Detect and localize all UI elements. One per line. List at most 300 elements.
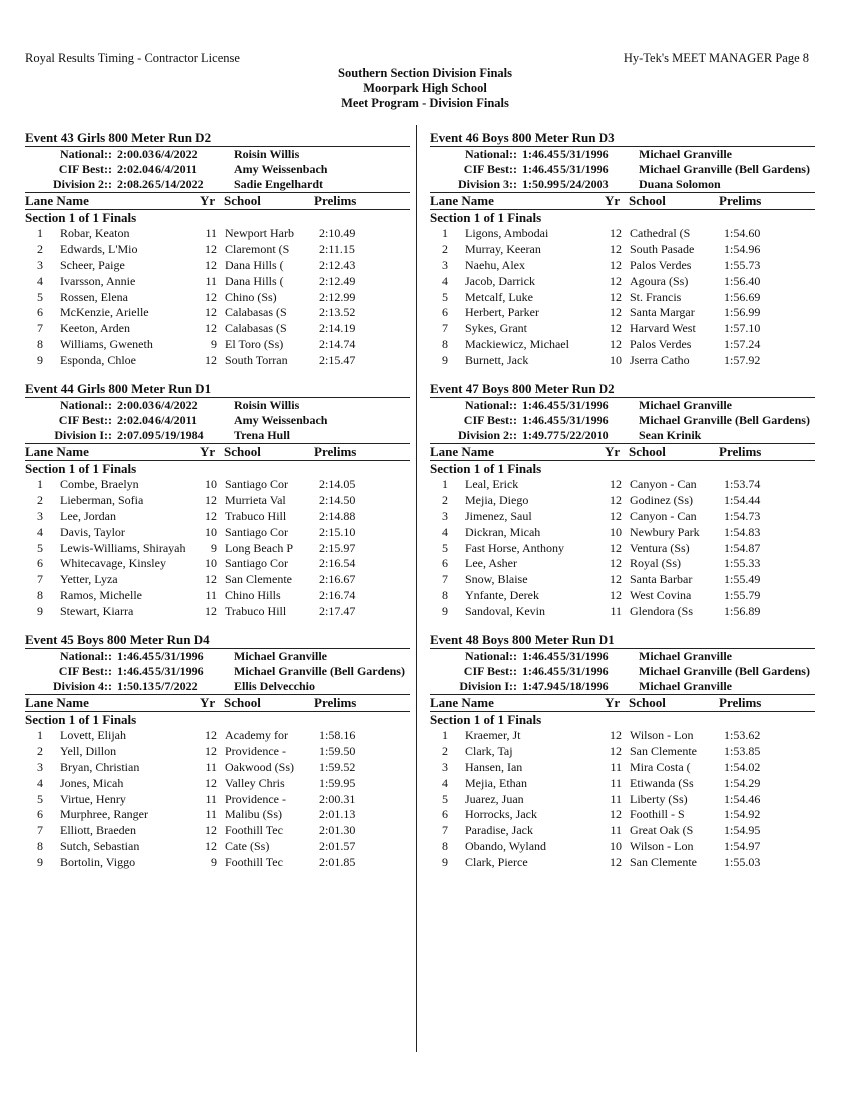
entry-row [25, 855, 410, 871]
header-prelims: Prelims [314, 193, 357, 208]
entry-prelims-time: 2:15.10 [319, 524, 356, 539]
entry-year: 12 [610, 492, 622, 507]
entry-year: 12 [205, 305, 217, 320]
record-date: 5/31/1996 [155, 664, 204, 678]
entry-prelims-time: 2:14.19 [319, 321, 356, 336]
record-holder: Michael Granville [639, 147, 732, 161]
entry-lane: 1 [442, 226, 448, 240]
entry-row [25, 839, 410, 855]
records-box [430, 397, 815, 444]
entry-row [430, 604, 815, 620]
entry-athlete-name: Yetter, Lyza [60, 572, 118, 587]
event-block [25, 381, 410, 626]
entry-athlete-name: Kraemer, Jt [465, 728, 521, 742]
record-label: Division 2:: [52, 177, 112, 191]
entry-lane: 3 [442, 508, 448, 523]
entry-school: Great Oak (S [630, 823, 694, 838]
entry-school: Chino Hills [225, 588, 281, 603]
record-date: 6/4/2011 [155, 162, 198, 176]
record-row [25, 679, 410, 694]
record-date: 5/31/1996 [560, 649, 609, 663]
entry-lane: 3 [37, 257, 43, 272]
header-school: School [224, 695, 261, 710]
entry-prelims-time: 1:55.03 [724, 855, 761, 870]
entry-prelims-time: 1:55.49 [724, 572, 761, 587]
record-date: 6/4/2022 [155, 398, 198, 412]
entry-prelims-time: 2:16.67 [319, 572, 356, 587]
entry-year: 10 [205, 477, 217, 491]
record-label: National:: [465, 649, 517, 663]
entry-prelims-time: 2:14.05 [319, 477, 356, 491]
entry-row [25, 525, 410, 541]
entry-lane: 9 [37, 353, 43, 368]
header-prelims: Prelims [719, 695, 762, 710]
entry-row [430, 572, 815, 588]
entry-athlete-name: Bryan, Christian [60, 759, 140, 774]
column-header-row [25, 695, 410, 712]
right-column [430, 130, 815, 883]
entry-row [430, 493, 815, 509]
entry-school: Academy for [225, 728, 288, 742]
entry-lane: 2 [37, 241, 43, 256]
entry-school: Trabuco Hill [225, 508, 287, 523]
entry-prelims-time: 1:54.97 [724, 839, 761, 854]
column-header-row [25, 193, 410, 210]
entry-athlete-name: Yell, Dillon [60, 743, 117, 758]
record-date: 5/31/1996 [560, 162, 609, 176]
entry-lane: 8 [37, 337, 43, 352]
entry-lane: 5 [37, 791, 43, 806]
record-row [430, 413, 815, 428]
entry-school: Liberty (Ss) [630, 791, 688, 806]
entry-year: 12 [205, 289, 217, 304]
entry-athlete-name: Lewis-Williams, Shirayah [60, 540, 186, 555]
record-holder: Roisin Willis [234, 398, 300, 412]
entry-school: Calabasas (S [225, 305, 287, 320]
entry-prelims-time: 1:59.95 [319, 775, 356, 790]
header-yr: Yr [200, 444, 216, 459]
entries-list [25, 728, 410, 871]
entry-lane: 7 [37, 321, 43, 336]
entry-year: 11 [205, 807, 217, 822]
section-label: Section 1 of 1 Finals [25, 712, 137, 727]
entry-athlete-name: Lovett, Elijah [60, 728, 126, 742]
record-date: 5/31/1996 [155, 649, 204, 663]
entry-prelims-time: 1:54.73 [724, 508, 761, 523]
entry-prelims-time: 2:01.13 [319, 807, 356, 822]
entry-prelims-time: 2:12.43 [319, 257, 356, 272]
entry-row [25, 807, 410, 823]
header-page-info: Hy-Tek's MEET MANAGER Page 8 [623, 51, 809, 65]
entry-school: Foothill Tec [225, 823, 283, 838]
record-time: 2:02.04 [117, 162, 154, 176]
entry-athlete-name: Ramos, Michelle [60, 588, 142, 603]
entry-athlete-name: Murray, Keeran [465, 241, 541, 256]
entry-year: 11 [610, 604, 622, 619]
left-column [25, 130, 410, 883]
entry-year: 12 [610, 273, 622, 288]
entry-lane: 1 [37, 477, 43, 491]
entry-row [25, 290, 410, 306]
entry-prelims-time: 1:54.60 [724, 226, 761, 240]
entry-prelims-time: 1:57.10 [724, 321, 761, 336]
entry-year: 12 [610, 226, 622, 240]
entry-year: 12 [205, 728, 217, 742]
header-school: School [224, 193, 261, 208]
entry-lane: 5 [442, 791, 448, 806]
record-label: CIF Best:: [58, 413, 112, 427]
record-holder: Michael Granville (Bell Gardens) [639, 162, 810, 176]
entry-row [430, 274, 815, 290]
event-title: Event 47 Boys 800 Meter Run D2 [430, 381, 615, 396]
entry-prelims-time: 2:15.97 [319, 540, 356, 555]
entry-year: 12 [610, 588, 622, 603]
entry-school: Foothill Tec [225, 855, 283, 870]
entry-year: 12 [610, 477, 622, 491]
entry-lane: 2 [37, 743, 43, 758]
section-label: Section 1 of 1 Finals [430, 210, 542, 225]
entry-prelims-time: 1:59.52 [319, 759, 356, 774]
entry-lane: 3 [442, 257, 448, 272]
event-title: Event 43 Girls 800 Meter Run D2 [25, 130, 212, 145]
header-prelims: Prelims [719, 193, 762, 208]
entry-row [25, 258, 410, 274]
entry-prelims-time: 1:56.40 [724, 273, 761, 288]
entry-athlete-name: Burnett, Jack [465, 353, 529, 368]
entry-row [25, 760, 410, 776]
entry-lane: 1 [442, 477, 448, 491]
entry-school: Foothill - S [630, 807, 685, 822]
entry-prelims-time: 1:56.69 [724, 289, 761, 304]
entry-school: San Clemente [630, 743, 697, 758]
entry-row [25, 493, 410, 509]
entry-athlete-name: Murphree, Ranger [60, 807, 148, 822]
entry-school: Santiago Cor [225, 524, 288, 539]
entry-school: Canyon - Can [630, 508, 697, 523]
record-holder: Trena Hull [234, 428, 290, 442]
entry-year: 9 [211, 855, 217, 870]
record-label: National:: [60, 649, 112, 663]
entry-school: Jserra Catho [630, 353, 690, 368]
entry-year: 11 [205, 226, 217, 240]
entry-row [25, 226, 410, 242]
entry-prelims-time: 1:54.96 [724, 241, 761, 256]
entry-athlete-name: Virtue, Henry [60, 791, 126, 806]
entry-year: 12 [610, 305, 622, 320]
entry-prelims-time: 1:56.89 [724, 604, 761, 619]
entries-list [25, 226, 410, 369]
entry-year: 12 [205, 775, 217, 790]
entry-school: Agoura (Ss) [630, 273, 689, 288]
record-row [25, 177, 410, 192]
entry-year: 12 [205, 743, 217, 758]
record-label: National:: [60, 398, 112, 412]
entry-school: Oakwood (Ss) [225, 759, 294, 774]
entry-row [430, 839, 815, 855]
header-yr: Yr [605, 193, 621, 208]
event-title: Event 46 Boys 800 Meter Run D3 [430, 130, 615, 145]
entry-prelims-time: 2:17.47 [319, 604, 356, 619]
entry-athlete-name: Lieberman, Sofia [60, 492, 144, 507]
column-divider [416, 125, 417, 1052]
entry-athlete-name: Fast Horse, Anthony [465, 540, 564, 555]
record-time: 1:50.13 [117, 679, 154, 693]
record-holder: Amy Weissenbach [234, 162, 328, 176]
entry-year: 12 [610, 807, 622, 822]
record-label: CIF Best:: [463, 162, 517, 176]
record-date: 5/24/2003 [560, 177, 609, 191]
record-row [25, 413, 410, 428]
record-row [25, 147, 410, 162]
header-yr: Yr [605, 444, 621, 459]
entry-row [25, 509, 410, 525]
record-row [25, 649, 410, 664]
entry-athlete-name: Edwards, L'Mio [60, 241, 138, 256]
entry-lane: 3 [37, 508, 43, 523]
entry-prelims-time: 1:54.92 [724, 807, 761, 822]
entry-school: Long Beach P [225, 540, 293, 555]
entry-athlete-name: Jacob, Darrick [465, 273, 535, 288]
meet-title-line: Moorpark High School [363, 81, 487, 95]
entry-prelims-time: 2:14.50 [319, 492, 356, 507]
entry-lane: 1 [442, 728, 448, 742]
entry-athlete-name: Jones, Micah [60, 775, 124, 790]
entry-school: Harvard West [630, 321, 696, 336]
record-time: 1:46.45 [522, 649, 559, 663]
entry-lane: 8 [442, 337, 448, 352]
entry-school: Wilson - Lon [630, 728, 694, 742]
entry-school: Dana Hills ( [225, 257, 284, 272]
entry-school: Santa Barbar [630, 572, 693, 587]
entry-school: Calabasas (S [225, 321, 287, 336]
entry-athlete-name: Clark, Taj [465, 743, 513, 758]
header-license: Royal Results Timing - Contractor License [25, 51, 240, 65]
entry-row [430, 258, 815, 274]
entry-year: 9 [211, 540, 217, 555]
record-holder: Ellis Delvecchio [234, 679, 315, 693]
event-block [430, 381, 815, 626]
entry-year: 12 [610, 289, 622, 304]
entry-prelims-time: 1:53.85 [724, 743, 761, 758]
record-date: 5/19/1984 [155, 428, 204, 442]
entry-prelims-time: 2:12.99 [319, 289, 356, 304]
entry-athlete-name: Hansen, Ian [465, 759, 523, 774]
entry-lane: 4 [442, 273, 448, 288]
section-label: Section 1 of 1 Finals [25, 210, 137, 225]
entry-school: Chino (Ss) [225, 289, 277, 304]
entry-year: 12 [205, 604, 217, 619]
record-row [430, 679, 815, 694]
entry-year: 12 [610, 572, 622, 587]
record-date: 5/14/2022 [155, 177, 204, 191]
entry-prelims-time: 1:55.79 [724, 588, 761, 603]
entry-athlete-name: Elliott, Braeden [60, 823, 136, 838]
entry-prelims-time: 2:12.49 [319, 273, 356, 288]
header-lane-name: Lane Name [430, 695, 494, 710]
column-header-row [430, 444, 815, 461]
record-label: CIF Best:: [463, 413, 517, 427]
entry-lane: 8 [37, 588, 43, 603]
entry-row [430, 744, 815, 760]
entry-year: 12 [205, 257, 217, 272]
entry-lane: 9 [442, 604, 448, 619]
entry-year: 12 [205, 241, 217, 256]
header-yr: Yr [200, 193, 216, 208]
entry-row [25, 353, 410, 369]
entry-school: San Clemente [225, 572, 292, 587]
entry-row [25, 305, 410, 321]
entry-school: Palos Verdes [630, 257, 692, 272]
entry-prelims-time: 2:01.85 [319, 855, 356, 870]
entry-athlete-name: Dickran, Micah [465, 524, 541, 539]
entry-lane: 7 [442, 572, 448, 587]
entry-athlete-name: Bortolin, Viggo [60, 855, 136, 870]
entry-year: 11 [610, 823, 622, 838]
entry-lane: 1 [37, 728, 43, 742]
entry-year: 12 [610, 337, 622, 352]
record-date: 6/4/2022 [155, 147, 198, 161]
entry-athlete-name: Stewart, Kiarra [60, 604, 134, 619]
record-row [430, 398, 815, 413]
entry-lane: 5 [442, 289, 448, 304]
entries-list [430, 477, 815, 620]
entry-prelims-time: 1:54.44 [724, 492, 761, 507]
entry-row [430, 337, 815, 353]
entry-school: Valley Chris [225, 775, 285, 790]
record-date: 5/18/1996 [560, 679, 609, 693]
event-block [25, 130, 410, 375]
entry-year: 10 [610, 524, 622, 539]
entry-prelims-time: 2:00.31 [319, 791, 356, 806]
entry-school: Santiago Cor [225, 477, 288, 491]
record-label: CIF Best:: [58, 664, 112, 678]
entry-lane: 6 [37, 807, 43, 822]
entry-prelims-time: 1:57.92 [724, 353, 761, 368]
entry-lane: 7 [442, 823, 448, 838]
entry-row [430, 226, 815, 242]
record-label: National:: [465, 147, 517, 161]
entry-athlete-name: Paradise, Jack [465, 823, 533, 838]
records-box [25, 648, 410, 695]
entry-lane: 8 [442, 588, 448, 603]
entry-school: Glendora (Ss [630, 604, 693, 619]
record-holder: Michael Granville [639, 398, 732, 412]
record-row [25, 162, 410, 177]
record-label: CIF Best:: [463, 664, 517, 678]
record-holder: Michael Granville [234, 649, 327, 663]
record-label: Division 2:: [457, 428, 517, 442]
record-time: 1:47.94 [522, 679, 559, 693]
entry-prelims-time: 2:15.47 [319, 353, 356, 368]
record-date: 5/31/1996 [560, 398, 609, 412]
entry-year: 12 [610, 241, 622, 256]
record-time: 2:00.03 [117, 398, 154, 412]
section-label: Section 1 of 1 Finals [430, 712, 542, 727]
entry-row [430, 728, 815, 744]
entry-prelims-time: 1:56.99 [724, 305, 761, 320]
entry-school: Royal (Ss) [630, 556, 681, 571]
entry-athlete-name: Keeton, Arden [60, 321, 130, 336]
entry-lane: 6 [37, 556, 43, 571]
entry-prelims-time: 1:54.83 [724, 524, 761, 539]
meet-title-line: Southern Section Division Finals [338, 66, 512, 80]
entry-year: 11 [205, 791, 217, 806]
entry-school: West Covina [630, 588, 692, 603]
entry-row [430, 760, 815, 776]
entry-prelims-time: 2:14.88 [319, 508, 356, 523]
record-time: 1:50.99 [522, 177, 559, 191]
entry-year: 12 [610, 508, 622, 523]
entry-school: Malibu (Ss) [225, 807, 282, 822]
record-time: 1:46.45 [117, 664, 154, 678]
entry-row [430, 556, 815, 572]
entry-athlete-name: Ligons, Ambodai [465, 226, 549, 240]
entry-row [25, 776, 410, 792]
entry-row [25, 572, 410, 588]
entry-year: 12 [610, 743, 622, 758]
entry-row [25, 744, 410, 760]
entry-lane: 5 [37, 289, 43, 304]
entry-school: Santa Margar [630, 305, 695, 320]
entry-row [430, 807, 815, 823]
header-school: School [224, 444, 261, 459]
entry-athlete-name: Williams, Gweneth [60, 337, 153, 352]
column-header-row [430, 193, 815, 210]
records-box [430, 648, 815, 695]
header-yr: Yr [605, 695, 621, 710]
entry-row [430, 792, 815, 808]
entry-year: 10 [205, 524, 217, 539]
entry-prelims-time: 2:14.74 [319, 337, 356, 352]
entry-school: Dana Hills ( [225, 273, 284, 288]
entry-lane: 4 [37, 775, 43, 790]
entry-year: 11 [205, 588, 217, 603]
entry-year: 11 [610, 791, 622, 806]
records-box [430, 146, 815, 193]
entry-prelims-time: 2:11.15 [319, 241, 355, 256]
record-date: 5/22/2010 [560, 428, 609, 442]
entry-lane: 3 [37, 759, 43, 774]
entry-lane: 4 [37, 273, 43, 288]
record-time: 1:46.45 [522, 162, 559, 176]
entry-athlete-name: Jimenez, Saul [465, 508, 532, 523]
event-title: Event 48 Boys 800 Meter Run D1 [430, 632, 615, 647]
entries-list [430, 226, 815, 369]
entry-athlete-name: Naehu, Alex [465, 257, 525, 272]
record-time: 2:00.03 [117, 147, 154, 161]
record-time: 2:08.26 [117, 177, 154, 191]
entry-athlete-name: Lee, Asher [465, 556, 517, 571]
entry-lane: 8 [442, 839, 448, 854]
entry-athlete-name: Clark, Pierce [465, 855, 528, 870]
entry-row [430, 525, 815, 541]
record-time: 2:07.09 [117, 428, 154, 442]
entry-lane: 2 [442, 743, 448, 758]
entry-row [430, 353, 815, 369]
entry-row [25, 728, 410, 744]
entry-row [430, 290, 815, 306]
entry-school: South Torran [225, 353, 288, 368]
header-yr: Yr [200, 695, 216, 710]
record-time: 1:46.45 [522, 147, 559, 161]
entry-prelims-time: 1:53.62 [724, 728, 761, 742]
header-school: School [629, 444, 666, 459]
entry-year: 10 [610, 353, 622, 368]
entry-row [25, 242, 410, 258]
entry-school: Ventura (Ss) [630, 540, 690, 555]
record-holder: Sean Krinik [639, 428, 702, 442]
entry-school: Etiwanda (Ss [630, 775, 694, 790]
